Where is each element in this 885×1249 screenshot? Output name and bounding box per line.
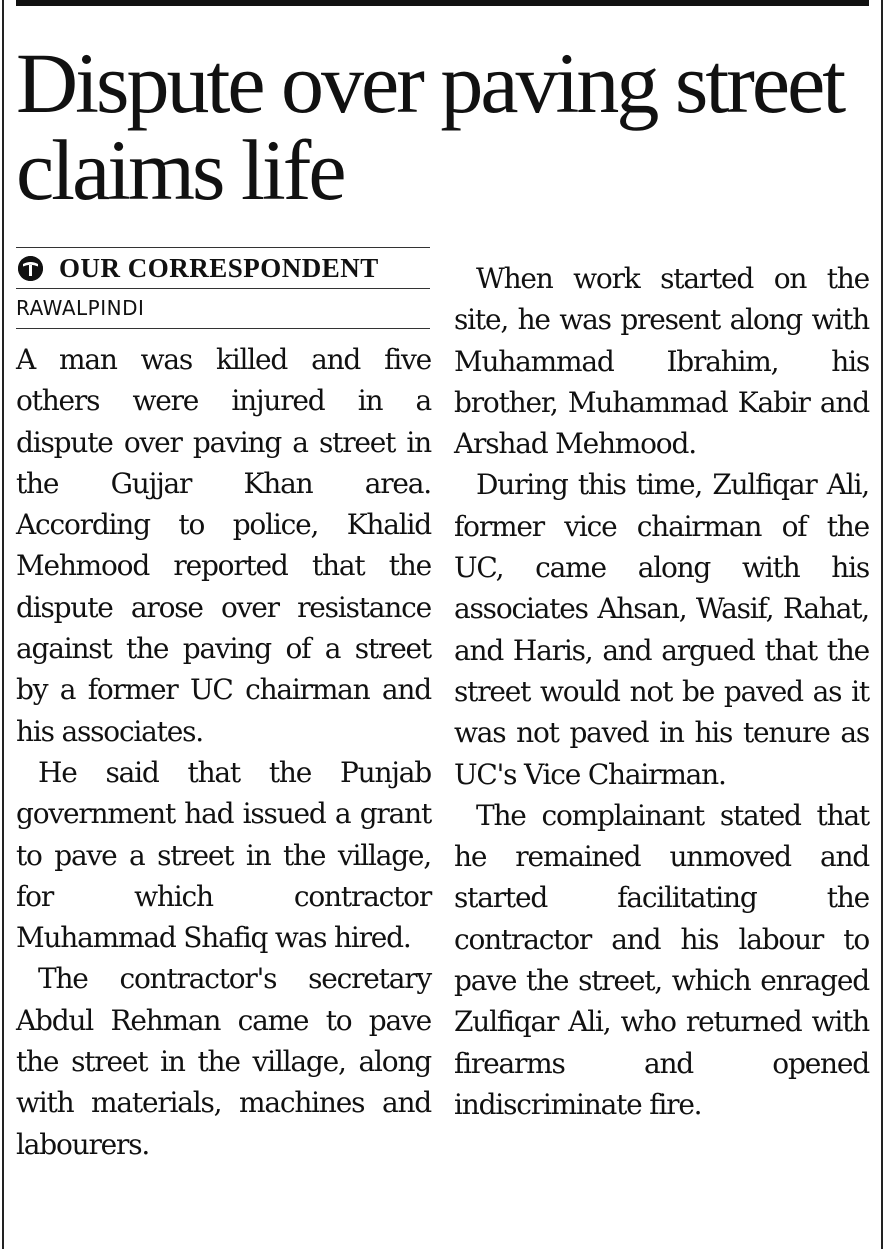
byline-block [16,247,430,329]
newspaper-logo-icon [18,256,43,281]
article-paragraph: A man was killed and five others were injured in a dispute over paving a street in the Gujjar Khan area. According to police, Khalid Mehmood reported that the dispute arose over resistance against the paving of a street by a former UC chairman and his associates. [16,343,431,748]
article-paragraph: The contractor's secretary Abdul Rehman came to pave the street in the village, along with materials, machines and labourers. [16,962,431,1161]
article-column-left [16,339,431,1165]
article-paragraph: During this time, Zulfiqar Ali, former vice chairman of the UC, came along with his associates Ahsan, Wasif, Rahat, and Haris, and argued that the street would not be paved as it was not paved in his tenure as UC's Vice Chairman. [454,468,869,791]
byline-author: OUR CORRESPONDENT [59,252,379,283]
dateline: RAWALPINDI [16,296,145,320]
article-paragraph: The complainant stated that he remained unmoved and started facilitating the contractor and his labour to pave the street, which enraged Zulfiqar Ali, who returned with firearms and opened indiscriminate fire. [454,798,869,1121]
top-rule [16,0,869,6]
byline-row [16,248,430,288]
byline-rule-bottom [16,328,430,329]
article-paragraph: When work started on the site, he was present along with Muhammad Ibrahim, his brother, Muhammad Kabir and Arshad Mehmood. [454,262,869,461]
page-border-right [881,0,883,1249]
article-paragraph: He said that the Punjab government had issued a grant to pave a street in the village, for which contractor Muhammad Shafiq was hired. [16,755,431,955]
headline: Dispute over paving street claims life [16,35,844,218]
page-border-left [2,0,4,1249]
article-column-right [454,258,869,1125]
